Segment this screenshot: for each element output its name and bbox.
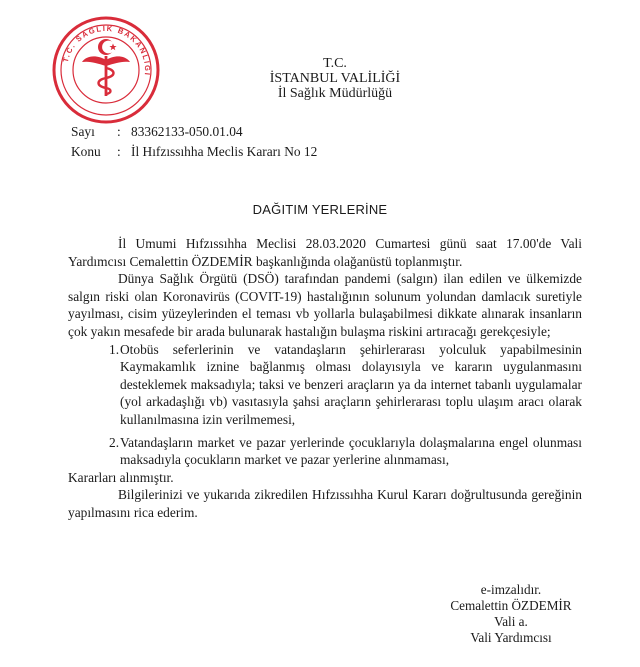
decision-item-2-text: Vatandaşların market ve pazar yerlerinde çocuklarıyla dolaşmalarına engel olunması maksadıyla çocukların market ve pazar yerlerine alınmaması, <box>120 434 582 468</box>
document-body <box>68 235 582 522</box>
distribution-heading: DAĞITIM YERLERİNE <box>252 202 388 217</box>
signature-on-behalf: Vali a. <box>494 614 528 629</box>
signature-title: Vali Yardımcısı <box>470 630 552 645</box>
decision-item-2 <box>68 434 582 469</box>
paragraph-request: Bilgilerinizi ve yukarıda zikredilen Hıfzıssıhha Kurul Kararı doğrultusunda gereğinin yapılmasını rica ederim. <box>68 487 582 520</box>
meta-konu-row <box>71 142 317 162</box>
paragraph-decisions-taken: Kararları alınmıştır. <box>68 469 174 485</box>
signature-block <box>436 582 586 646</box>
sayi-value: 83362133-050.01.04 <box>131 124 243 139</box>
paragraph-meeting: İl Umumi Hıfzıssıhha Meclisi 28.03.2020 Cumartesi günü saat 17.00'de Vali Yardımcısı Cemalettin ÖZDEMİR başkanlığında olağanüstü toplanmıştır. <box>68 236 582 269</box>
seal-ring-text: T.C. SAĞLIK BAKANLIĞI <box>60 23 153 77</box>
document-header <box>235 56 435 101</box>
konu-value: İl Hıfzıssıhha Meclis Kararı No 12 <box>131 144 318 159</box>
decision-item-1-text: Otobüs seferlerinin ve vatandaşların şehirlerarası yolculuk yapabilmesinin Kaymakamlık iznine bağlanmış olması dolayısıyla ve kararın uygulanmasını desteklemek maksadıyla; taksi ve benzeri araçların ya da internet tabanlı uygulamalar (yol arkadaşlığı vb) vasıtasıyla şahsi araçların şehirlerarası toplu ulaşım aracı olarak kullanılmasına izin verilmemesi, <box>120 341 582 427</box>
signature-e-signed: e-imzalıdır. <box>480 582 542 597</box>
header-tc: T.C. <box>323 56 347 71</box>
decision-item-1-number: 1. <box>109 341 120 357</box>
signature-name: Cemalettin ÖZDEMİR <box>450 598 572 613</box>
konu-label: Konu <box>71 144 101 159</box>
sayi-label: Sayı <box>71 124 95 139</box>
ministry-of-health-seal <box>50 14 162 126</box>
decision-item-1 <box>68 341 582 429</box>
header-governorship: İSTANBUL VALİLİĞİ <box>269 71 401 86</box>
paragraph-reason: Dünya Sağlık Örgütü (DSÖ) tarafından pandemi (salgın) ilan edilen ve ülkemizde salgın riski olan Koronavirüs (COVIT-19) hastalığının solunum yolundan damlacık suretiyle yayılması, cisim yüzeylerinden el teması vb yollarla bulaşabilmesi dikkate alınarak insanların çok yakın mesafede bir arada bulunarak hastalığın bulaşma riskini artıracağı gerekçesiyle; <box>68 271 582 339</box>
meta-sayi-row <box>71 122 317 142</box>
konu-separator: : <box>117 144 121 159</box>
sayi-separator: : <box>117 124 121 139</box>
header-directorate: İl Sağlık Müdürlüğü <box>277 86 393 101</box>
document-meta <box>71 122 317 162</box>
decision-item-2-number: 2. <box>109 434 120 450</box>
